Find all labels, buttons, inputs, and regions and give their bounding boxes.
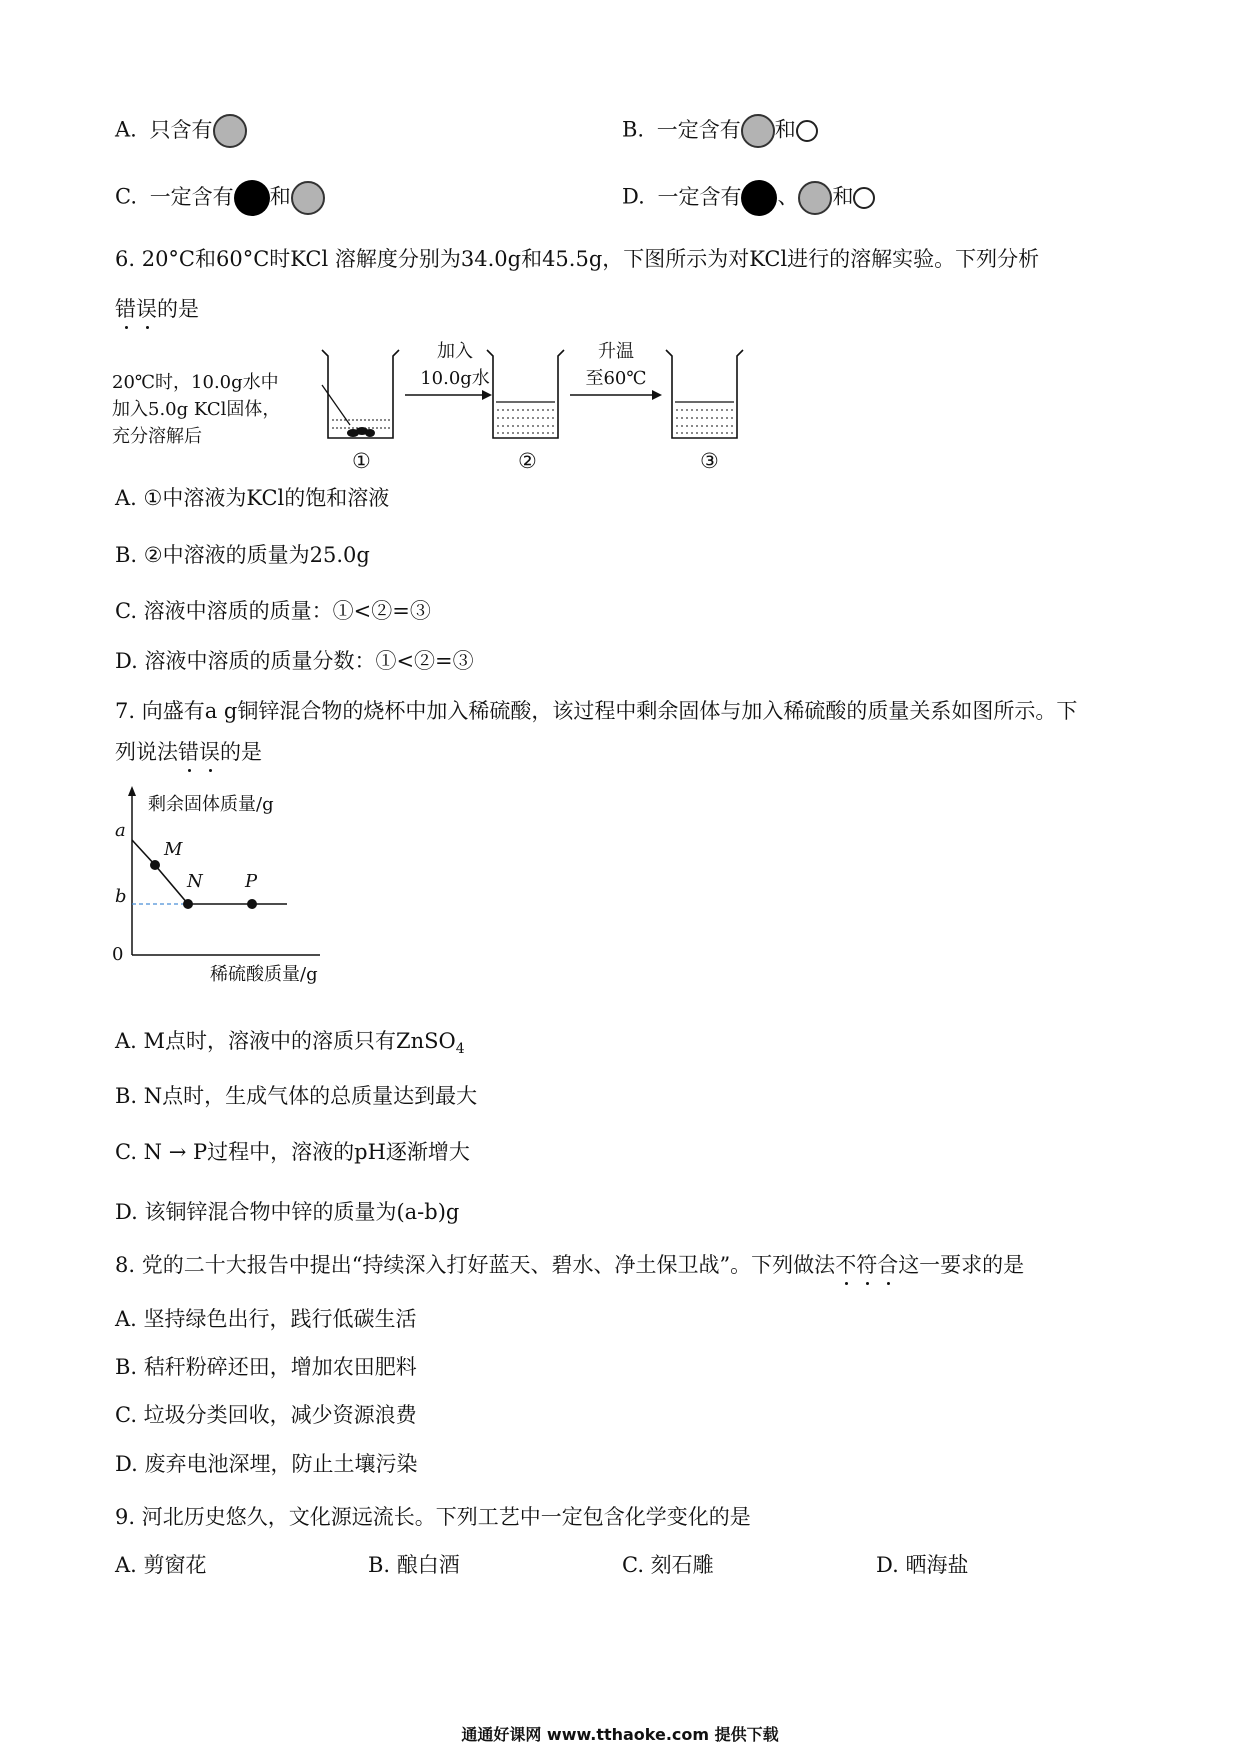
- q9-option-a: A. 剪窗花: [115, 1553, 207, 1577]
- q6-diagram: [0, 0, 1240, 520]
- q5-option-c-label: C.: [115, 184, 137, 209]
- arrow-1-head: [482, 390, 492, 400]
- beaker-3: [666, 350, 743, 438]
- q5-option-d-and: 和: [832, 184, 854, 209]
- graph-y-axis-arrow: [128, 786, 136, 796]
- q6-arrow1-bottom: 10.0g水: [420, 368, 490, 389]
- beaker-1: [322, 350, 399, 438]
- q6-option-c: C. 溶液中溶质的质量：①<②=③: [115, 599, 431, 623]
- page-footer: 通通好课网 www.tthaoke.com 提供下载: [461, 1725, 779, 1744]
- pointer-line: [322, 385, 350, 425]
- q7-option-d: D. 该铜锌混合物中锌的质量为(a-b)g: [115, 1200, 460, 1224]
- beaker-3-label: ③: [700, 449, 719, 473]
- q7-graph: [0, 780, 400, 980]
- q5-option-d-sep: 、: [777, 184, 799, 209]
- q7-option-a: [115, 1027, 465, 1063]
- q8-option-b: B. 秸秆粉碎还田，增加农田肥料: [115, 1355, 417, 1379]
- q5-option-d-text: 一定含有: [657, 184, 742, 209]
- q5-option-a-text: 只含有: [149, 117, 213, 142]
- point-m: [150, 860, 160, 870]
- q8-emphasis-char: 符: [856, 1253, 878, 1277]
- q6-arrow2-bottom: 至60℃: [585, 368, 647, 389]
- q8-option-c: C. 垃圾分类回收，减少资源浪费: [115, 1403, 417, 1427]
- q9-option-d: D. 晒海盐: [876, 1553, 969, 1577]
- graph-ylabel: 剩余固体质量/g: [148, 794, 274, 815]
- q6-arrow2-top: 升温: [598, 341, 634, 362]
- q7-stem-pre: 列说法: [115, 740, 178, 764]
- q5-option-b-text: 一定含有: [656, 117, 741, 142]
- q6-arrow1-top: 加入: [437, 341, 473, 362]
- q6-option-d: D. 溶液中溶质的质量分数：①<②=③: [115, 649, 474, 673]
- graph-xlabel: 稀硫酸质量/g: [210, 964, 318, 985]
- q8-option-a: A. 坚持绿色出行，践行低碳生活: [115, 1307, 417, 1331]
- q6-stem-post: 的是: [157, 297, 199, 321]
- q9-stem: 9. 河北历史悠久，文化源远流长。下列工艺中一定包含化学变化的是: [115, 1505, 751, 1529]
- q6-diagram-note-2: 加入5.0g KCl固体，: [112, 399, 281, 420]
- q8-stem: [115, 1251, 1024, 1279]
- q7-stem-line2: [115, 738, 262, 766]
- q5-option-d-label: D.: [622, 184, 645, 209]
- q5-option-c-text: 一定含有: [149, 184, 234, 209]
- q8-option-d: D. 废弃电池深埋，防止土壤污染: [115, 1452, 418, 1476]
- q7-stem-line1: 7. 向盛有a g铜锌混合物的烧杯中加入稀硫酸，该过程中剩余固体与加入稀硫酸的质量关系如图所示。下: [115, 699, 1078, 723]
- point-n-label: N: [187, 871, 203, 892]
- q6-stem-line1: 6. 20°C和60°C时KCl 溶解度分别为34.0g和45.5g，下图所示为对KCl进行的溶解实验。下列分析: [115, 247, 1040, 271]
- graph-curve: [132, 840, 287, 904]
- q9-option-b: B. 酿白酒: [368, 1553, 460, 1577]
- q7-emphasis-char: 错: [178, 740, 199, 764]
- q7-option-a-text: A. M点时，溶液中的溶质只有ZnSO: [115, 1029, 456, 1053]
- q8-stem-post: 这一要求的是: [898, 1253, 1025, 1277]
- graph-label-origin: 0: [112, 944, 124, 965]
- graph-label-b: b: [115, 886, 127, 907]
- graph-label-a: a: [115, 820, 126, 841]
- q8-emphasis-char: 不: [835, 1253, 857, 1277]
- q6-option-a: A. ①中溶液为KCl的饱和溶液: [115, 486, 390, 510]
- arrow-2-head: [652, 390, 662, 400]
- beaker-1-label: ①: [352, 449, 371, 473]
- q8-emphasis-char: 合: [877, 1253, 899, 1277]
- beaker-2-label: ②: [518, 449, 537, 473]
- q5-option-b-label: B.: [622, 117, 645, 142]
- q9-option-c: C. 刻石雕: [622, 1553, 714, 1577]
- point-p: [247, 899, 257, 909]
- q5-option-c-and: 和: [269, 184, 291, 209]
- q6-diagram-note-1: 20℃时，10.0g水中: [112, 372, 279, 393]
- q6-emphasis-char: 误: [136, 297, 157, 321]
- point-n: [183, 899, 193, 909]
- q7-option-b: B. N点时，生成气体的总质量达到最大: [115, 1084, 478, 1108]
- q6-diagram-note-3: 充分溶解后: [112, 426, 202, 447]
- point-p-label: P: [245, 871, 258, 892]
- q7-stem-post: 的是: [220, 740, 262, 764]
- beaker-2: [487, 350, 564, 438]
- point-m-label: M: [164, 839, 183, 860]
- q6-emphasis-char: 错: [115, 297, 136, 321]
- q5-option-b-and: 和: [774, 117, 796, 142]
- q7-option-a-subscript: 4: [455, 1041, 465, 1058]
- q7-emphasis-char: 误: [199, 740, 220, 764]
- q8-stem-pre: 8. 党的二十大报告中提出“持续深入打好蓝天、碧水、净土保卫战”。下列做法: [115, 1253, 836, 1277]
- q7-option-c: C. N → P过程中，溶液的pH逐渐增大: [115, 1140, 470, 1164]
- q5-option-a-label: A.: [115, 117, 137, 142]
- q6-option-b: B. ②中溶液的质量为25.0g: [115, 543, 370, 567]
